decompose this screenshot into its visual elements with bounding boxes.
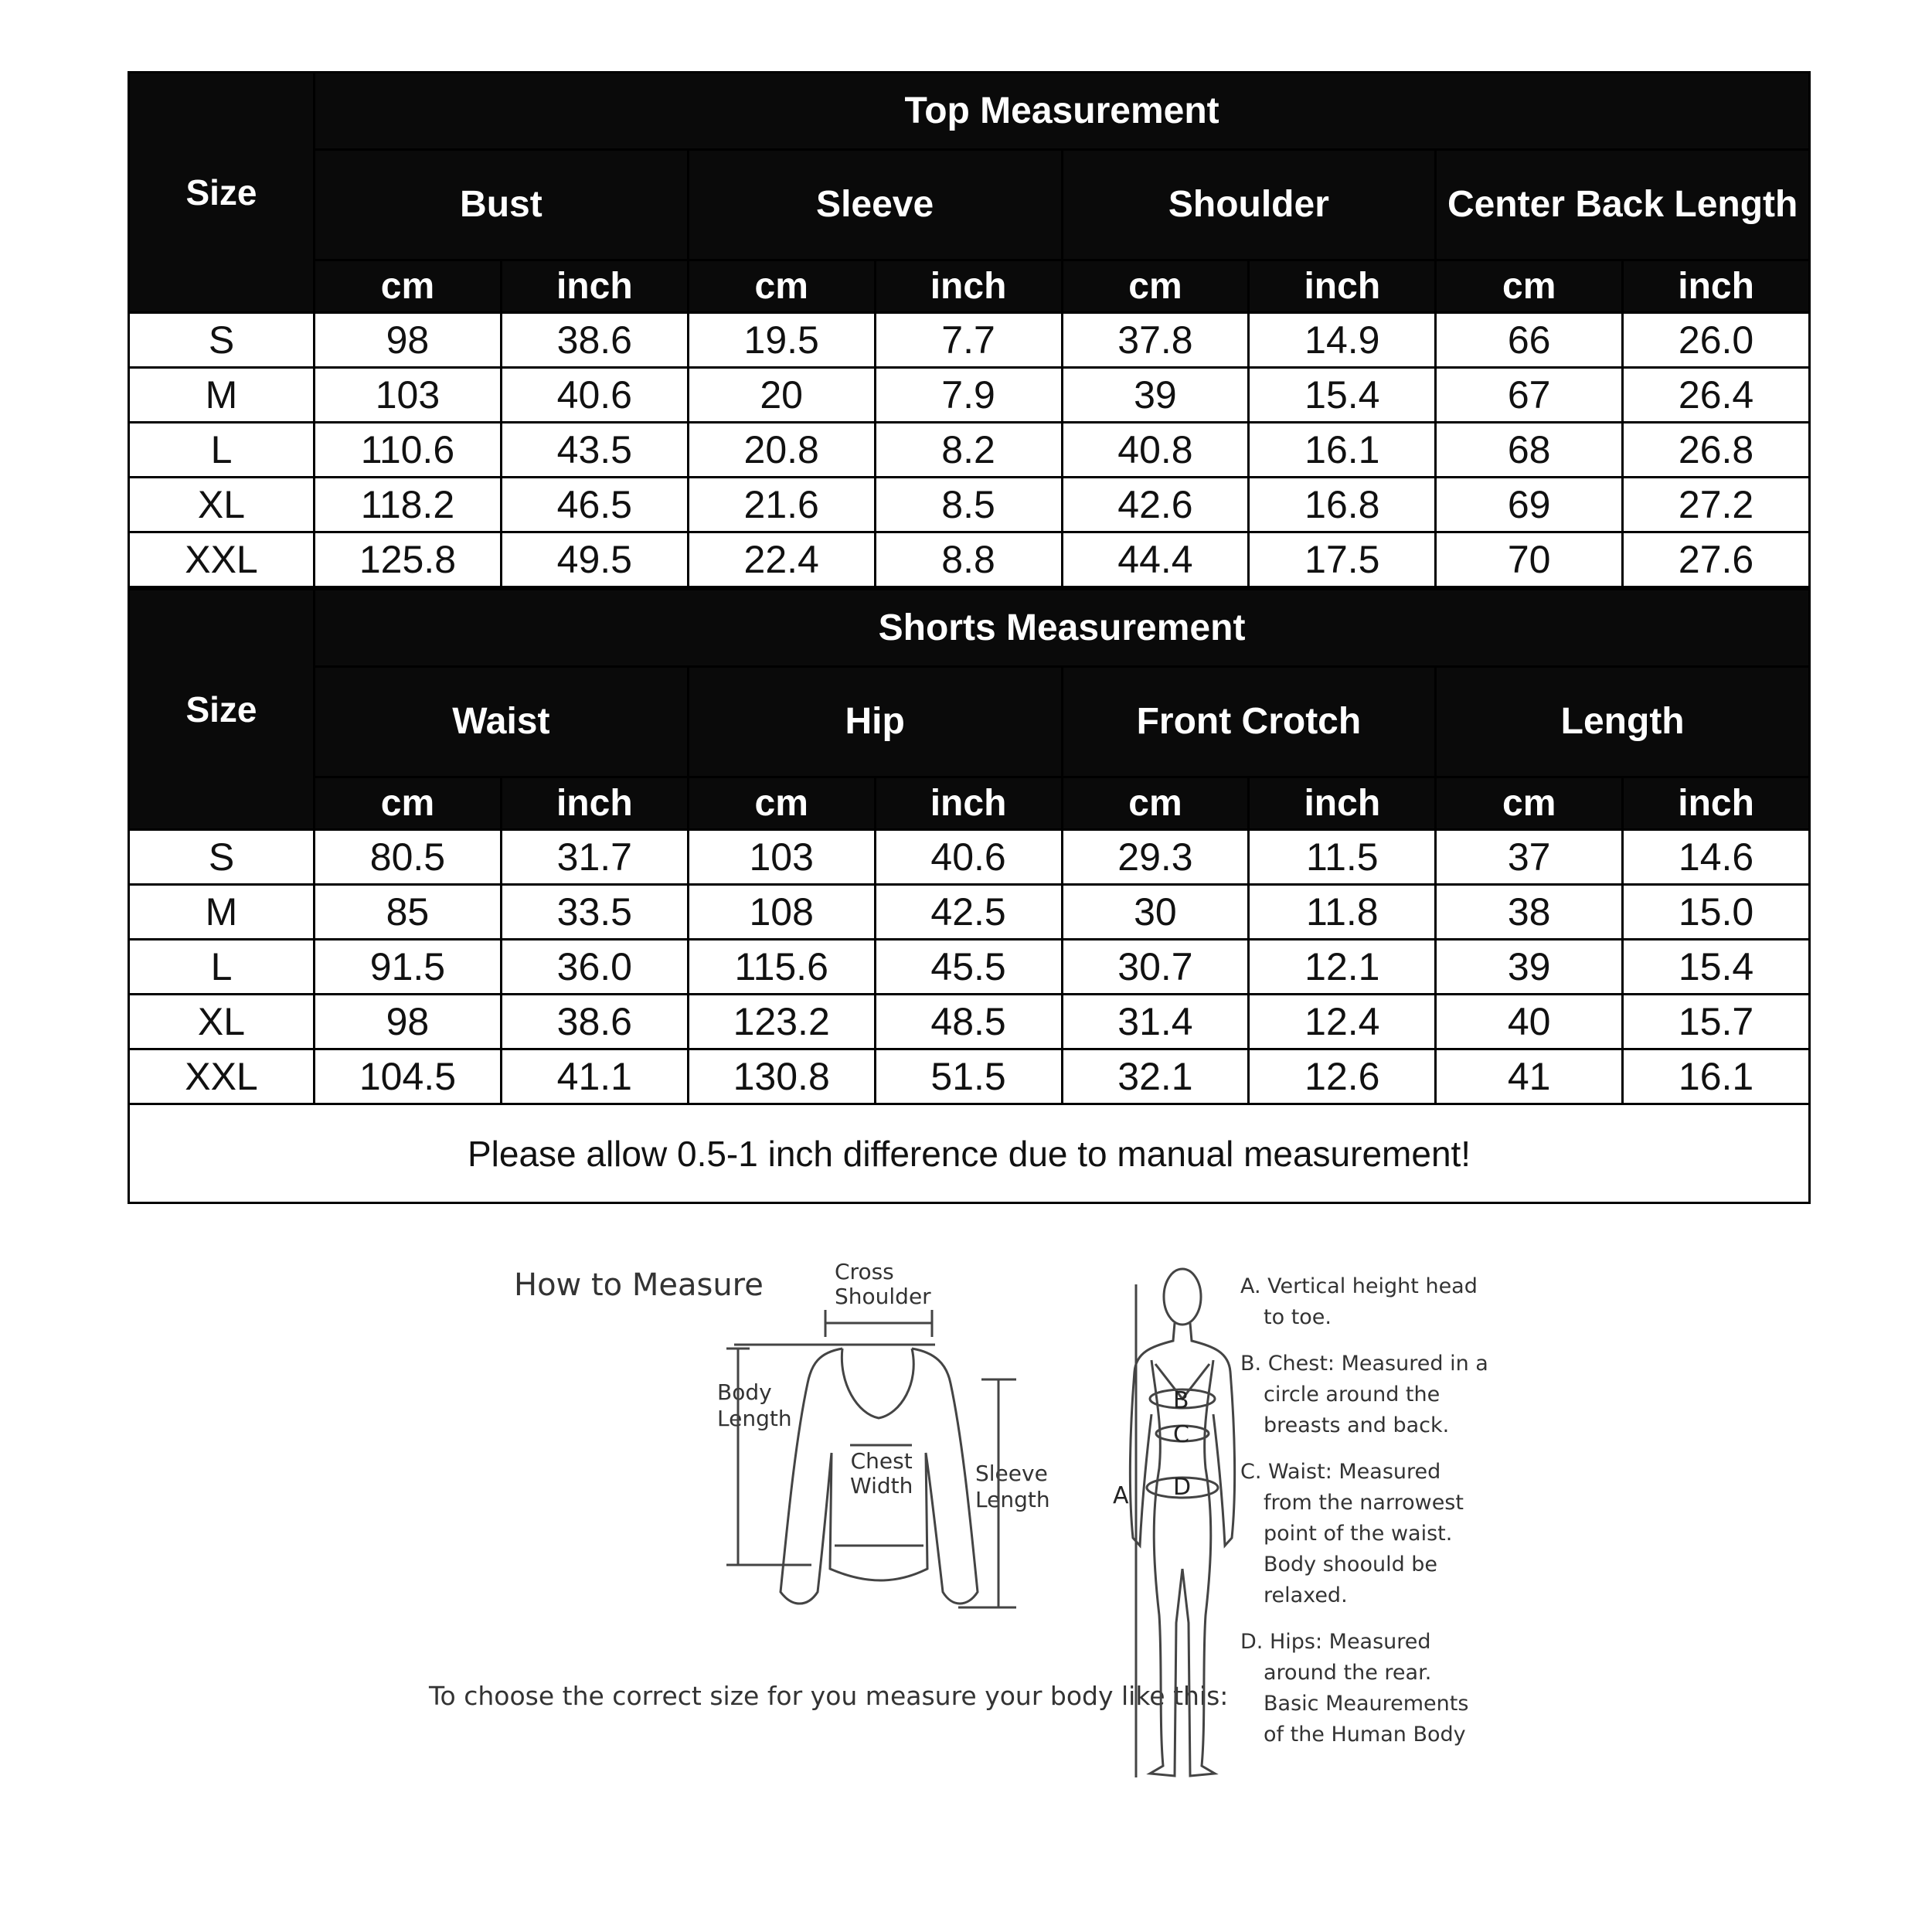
unit-header: inch [875,777,1062,830]
value-cell: 7.9 [875,368,1062,423]
legend-item-d: D. Hips: Measured around the rear. Basic Meaurements of the Human Body [1240,1630,1469,1747]
value-cell: 104.5 [315,1049,502,1104]
value-cell: 39 [1062,368,1249,423]
legend-item-a: A. Vertical height head to toe. [1240,1274,1478,1329]
table-row [129,532,1810,587]
unit-header: cm [688,260,875,313]
group-header: Front Crotch [1062,667,1436,777]
value-cell: 33.5 [501,885,688,940]
point-d-label: D [1173,1474,1192,1501]
table-row [129,478,1810,532]
point-b-label: B [1173,1387,1189,1414]
point-c-label: C [1173,1421,1189,1448]
measure-legend [1240,1271,1488,1750]
value-cell: 15.7 [1623,995,1810,1049]
unit-header: inch [1623,260,1810,313]
group-header: Length [1436,667,1810,777]
value-cell: 32.1 [1062,1049,1249,1104]
instruction-text: To choose the correct size for you measure your body like this: [429,1681,1229,1711]
unit-header: inch [875,260,1062,313]
size-cell: XL [129,478,315,532]
unit-header: cm [1062,260,1249,313]
value-cell: 85 [315,885,502,940]
value-cell: 39 [1436,940,1623,995]
value-cell: 41.1 [501,1049,688,1104]
table-row [129,830,1810,885]
unit-header: inch [501,260,688,313]
value-cell: 14.9 [1249,313,1436,368]
value-cell: 11.8 [1249,885,1436,940]
chest-width-label: Chest Width [850,1448,913,1498]
value-cell: 80.5 [315,830,502,885]
value-cell: 12.4 [1249,995,1436,1049]
value-cell: 110.6 [315,423,502,478]
value-cell: 49.5 [501,532,688,587]
top-measurement-table [128,71,1811,588]
size-cell: S [129,830,315,885]
value-cell: 48.5 [875,995,1062,1049]
value-cell: 31.7 [501,830,688,885]
size-cell: XXL [129,532,315,587]
value-cell: 16.8 [1249,478,1436,532]
value-cell: 16.1 [1249,423,1436,478]
group-header: Bust [315,150,689,260]
table-row [129,313,1810,368]
value-cell: 44.4 [1062,532,1249,587]
value-cell: 42.6 [1062,478,1249,532]
value-cell: 70 [1436,532,1623,587]
value-cell: 51.5 [875,1049,1062,1104]
shorts-measurement-table [128,588,1811,1204]
size-cell: L [129,423,315,478]
value-cell: 29.3 [1062,830,1249,885]
body-length-label: Body Length [717,1379,792,1431]
value-cell: 26.0 [1623,313,1810,368]
value-cell: 20.8 [688,423,875,478]
unit-header: cm [1436,777,1623,830]
table-row [129,1049,1810,1104]
value-cell: 11.5 [1249,830,1436,885]
size-header: Size [129,73,315,313]
value-cell: 8.8 [875,532,1062,587]
value-cell: 26.4 [1623,368,1810,423]
legend-item-b: B. Chest: Measured in a circle around the breasts and back. [1240,1352,1488,1437]
value-cell: 7.7 [875,313,1062,368]
value-cell: 103 [315,368,502,423]
measurement-note: Please allow 0.5-1 inch difference due to manual measurement! [129,1104,1810,1203]
value-cell: 37 [1436,830,1623,885]
table-row [129,423,1810,478]
value-cell: 14.6 [1623,830,1810,885]
value-cell: 15.4 [1249,368,1436,423]
point-a-label: A [1113,1482,1129,1509]
size-cell: S [129,313,315,368]
sleeve-length-label: Sleeve Length [975,1461,1050,1512]
value-cell: 8.2 [875,423,1062,478]
value-cell: 38 [1436,885,1623,940]
value-cell: 41 [1436,1049,1623,1104]
unit-header: inch [1623,777,1810,830]
value-cell: 45.5 [875,940,1062,995]
legend-item-c: C. Waist: Measured from the narrowest point of the waist. Body shoould be relaxed. [1240,1460,1464,1607]
value-cell: 12.1 [1249,940,1436,995]
value-cell: 98 [315,995,502,1049]
size-cell: M [129,885,315,940]
value-cell: 68 [1436,423,1623,478]
group-header: Center Back Length [1436,150,1810,260]
top-measurement-title: Top Measurement [315,73,1810,150]
value-cell: 38.6 [501,313,688,368]
value-cell: 66 [1436,313,1623,368]
unit-header: inch [1249,260,1436,313]
unit-header: inch [501,777,688,830]
value-cell: 46.5 [501,478,688,532]
value-cell: 98 [315,313,502,368]
value-cell: 15.0 [1623,885,1810,940]
value-cell: 43.5 [501,423,688,478]
value-cell: 27.6 [1623,532,1810,587]
value-cell: 91.5 [315,940,502,995]
table-row [129,368,1810,423]
unit-header: cm [688,777,875,830]
unit-header: inch [1249,777,1436,830]
value-cell: 103 [688,830,875,885]
cross-shoulder-label: Cross Shoulder [835,1259,931,1309]
value-cell: 30 [1062,885,1249,940]
value-cell: 130.8 [688,1049,875,1104]
value-cell: 123.2 [688,995,875,1049]
group-header: Hip [688,667,1062,777]
value-cell: 125.8 [315,532,502,587]
size-cell: XXL [129,1049,315,1104]
value-cell: 42.5 [875,885,1062,940]
value-cell: 67 [1436,368,1623,423]
value-cell: 118.2 [315,478,502,532]
table-row [129,885,1810,940]
value-cell: 40.6 [875,830,1062,885]
value-cell: 21.6 [688,478,875,532]
value-cell: 15.4 [1623,940,1810,995]
unit-header: cm [1436,260,1623,313]
unit-header: cm [315,777,502,830]
value-cell: 69 [1436,478,1623,532]
value-cell: 22.4 [688,532,875,587]
value-cell: 36.0 [501,940,688,995]
value-cell: 37.8 [1062,313,1249,368]
table-row [129,995,1810,1049]
value-cell: 40.8 [1062,423,1249,478]
value-cell: 30.7 [1062,940,1249,995]
value-cell: 19.5 [688,313,875,368]
unit-header: cm [1062,777,1249,830]
value-cell: 27.2 [1623,478,1810,532]
value-cell: 17.5 [1249,532,1436,587]
value-cell: 12.6 [1249,1049,1436,1104]
size-chart [128,71,1808,1204]
value-cell: 40 [1436,995,1623,1049]
value-cell: 31.4 [1062,995,1249,1049]
size-header: Size [129,590,315,830]
group-header: Sleeve [688,150,1062,260]
value-cell: 108 [688,885,875,940]
value-cell: 115.6 [688,940,875,995]
value-cell: 20 [688,368,875,423]
group-header: Waist [315,667,689,777]
unit-header: cm [315,260,502,313]
shorts-measurement-title: Shorts Measurement [315,590,1810,667]
size-cell: XL [129,995,315,1049]
group-header: Shoulder [1062,150,1436,260]
value-cell: 8.5 [875,478,1062,532]
value-cell: 16.1 [1623,1049,1810,1104]
size-cell: M [129,368,315,423]
value-cell: 40.6 [501,368,688,423]
how-to-measure-title: How to Measure [514,1267,764,1303]
value-cell: 38.6 [501,995,688,1049]
table-row [129,940,1810,995]
value-cell: 26.8 [1623,423,1810,478]
size-cell: L [129,940,315,995]
